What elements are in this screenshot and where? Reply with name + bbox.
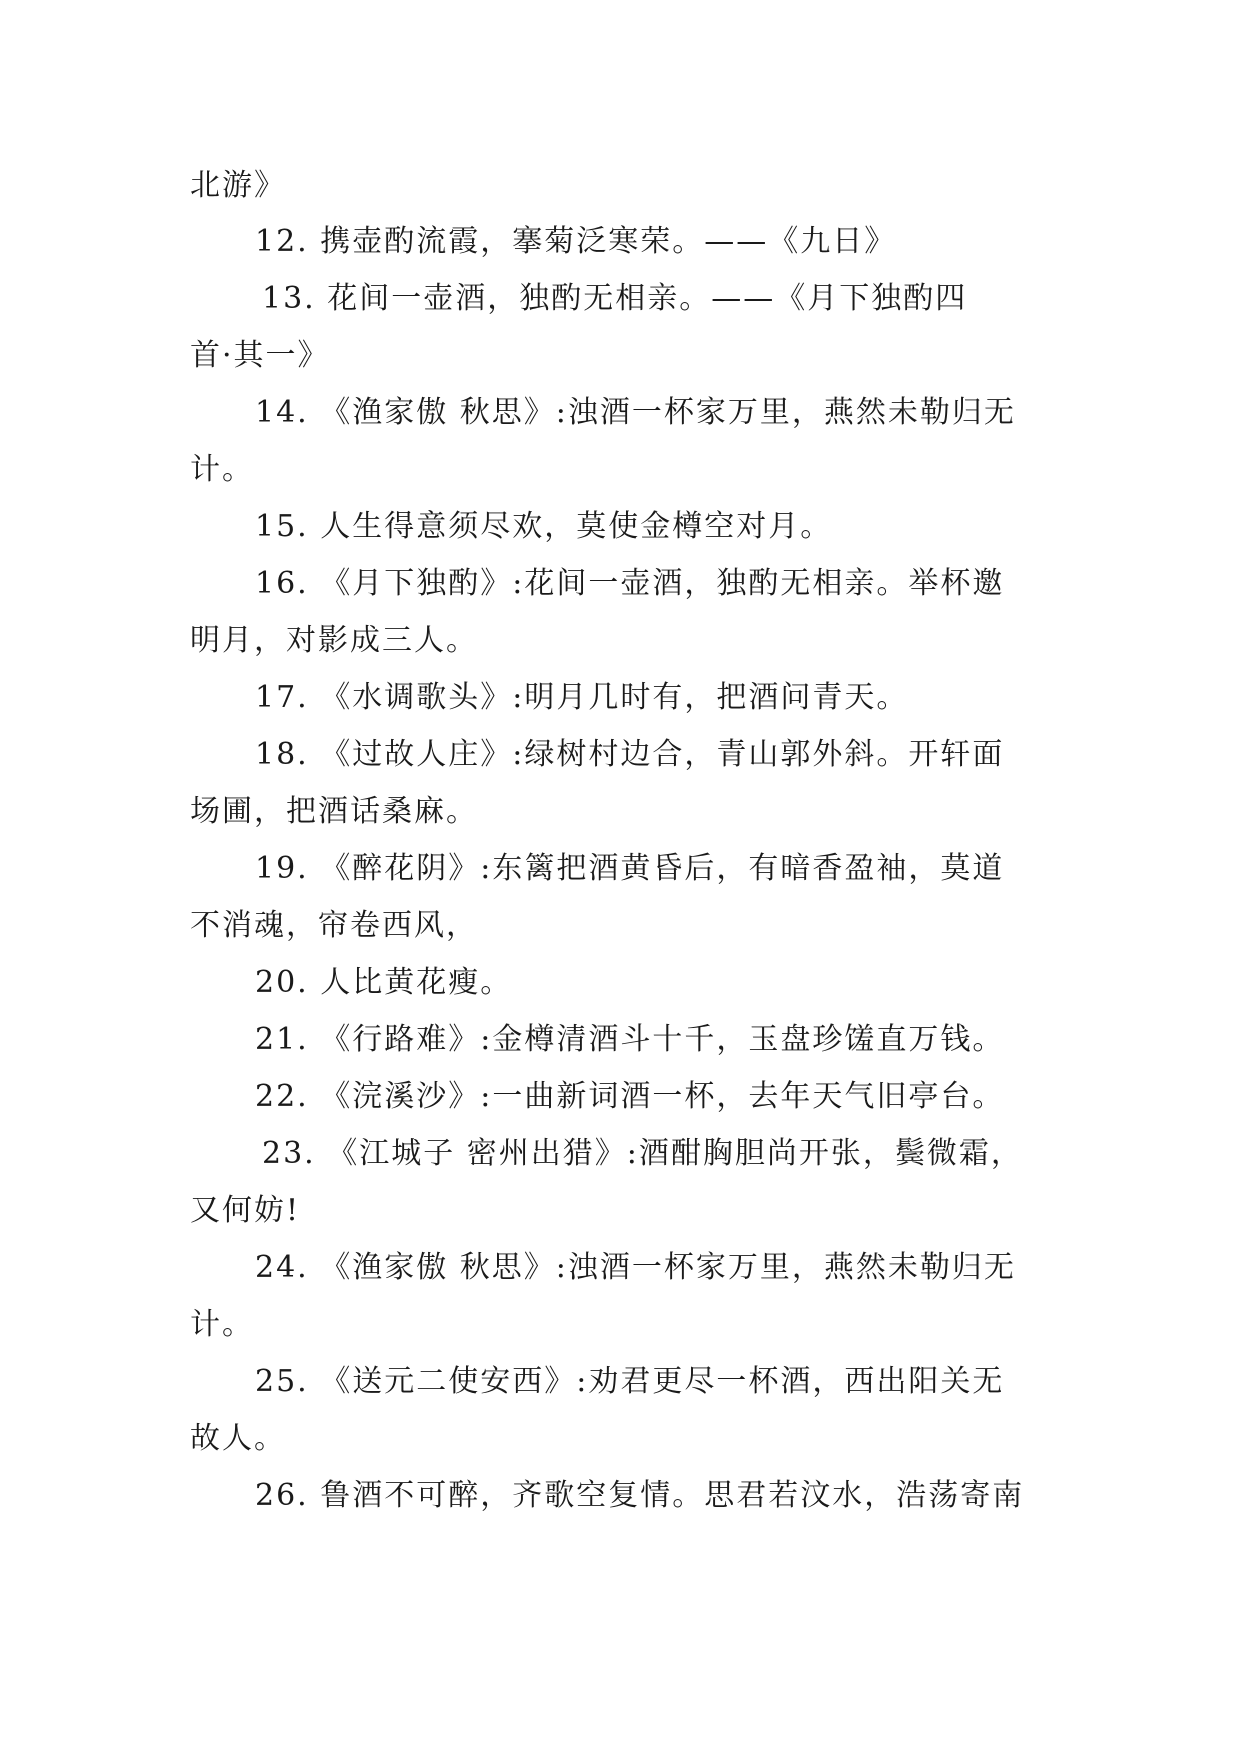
text-line: 22. 《浣溪沙》:一曲新词酒一杯，去年天气旧亭台。 (255, 1079, 1005, 1114)
text-line: 17. 《水调歌头》:明月几时有，把酒问青天。 (255, 680, 909, 715)
text-line: 计。 (190, 452, 254, 487)
text-line: 25. 《送元二使安西》:劝君更尽一杯酒，西出阳关无 (255, 1364, 1005, 1399)
text-line: 12. 携壶酌流霞，搴菊泛寒荣。——《九日》 (255, 224, 897, 259)
text-line: 14. 《渔家傲 秋思》:浊酒一杯家万里，燕然未勒归无 (255, 395, 1016, 430)
text-line: 16. 《月下独酌》:花间一壶酒，独酌无相亲。举杯邀 (255, 566, 1005, 601)
text-line: 19. 《醉花阴》:东篱把酒黄昏后，有暗香盈袖，莫道 (255, 851, 1005, 886)
text-line: 24. 《渔家傲 秋思》:浊酒一杯家万里，燕然未勒归无 (255, 1250, 1016, 1285)
text-line: 18. 《过故人庄》:绿树村边合，青山郭外斜。开轩面 (255, 737, 1005, 772)
text-line: 又何妨! (190, 1193, 301, 1228)
text-line: 13. 花间一壶酒，独酌无相亲。——《月下独酌四 (262, 281, 968, 316)
text-line: 明月，对影成三人。 (190, 623, 478, 658)
text-line: 不消魂，帘卷西风， (190, 908, 478, 943)
text-line: 23. 《江城子 密州出猎》:酒酣胸胆尚开张，鬓微霜， (262, 1136, 1023, 1171)
text-line: 故人。 (190, 1421, 286, 1456)
text-line: 26. 鲁酒不可醉，齐歌空复情。思君若汶水，浩荡寄南 (255, 1478, 1025, 1513)
text-line: 场圃，把酒话桑麻。 (190, 794, 478, 829)
text-line: 北游》 (190, 168, 286, 203)
text-line: 21. 《行路难》:金樽清酒斗十千，玉盘珍馐直万钱。 (255, 1022, 1005, 1057)
text-line: 20. 人比黄花瘦。 (255, 965, 513, 1000)
text-line: 15. 人生得意须尽欢，莫使金樽空对月。 (255, 509, 833, 544)
text-line: 首·其一》 (190, 338, 330, 373)
text-line: 计。 (190, 1307, 254, 1342)
